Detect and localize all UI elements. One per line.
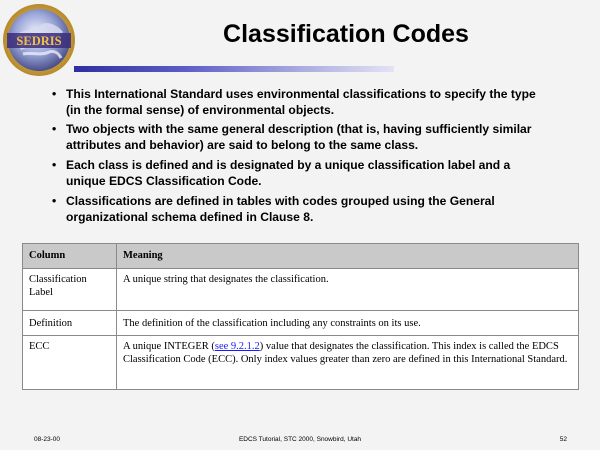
bullet-list [52,86,552,228]
footer-page-number: 52 [559,436,567,443]
bullet-item: • Two objects with the same general description (that is, having sufficiently similar attributes and behavior) are said to belong to the same class. [52,121,552,153]
section-link[interactable]: see 9.2.1.2 [214,341,260,352]
title-underline-bar [74,66,394,72]
classification-table [22,243,579,390]
table-row [23,311,579,336]
column-header: Column [23,244,117,269]
bullet-item: • This International Standard uses environmental classifications to specify the type (in the formal sense) of environmental objects. [52,86,552,118]
cell-column: ECC [23,336,117,390]
table-row [23,269,579,311]
cell-column: Definition [23,311,117,336]
bullet-item: • Classifications are defined in tables with codes grouped using the General organizational schema defined in Clause 8. [52,193,552,225]
logo-text: SEDRIS [16,34,62,48]
globe-icon [1,2,77,78]
cell-meaning: A unique string that designates the classification. [117,269,579,311]
bullet-item: • Each class is defined and is designated by a unique classification label and a unique EDCS Classification Code. [52,157,552,189]
cell-column: Classification Label [23,269,117,311]
footer-center-text: EDCS Tutorial, STC 2000, Snowbird, Utah [238,436,362,443]
sedris-logo [1,2,77,78]
table-header-row [23,244,579,269]
meaning-text-post: ) value that designates the classification. This index is called the EDCS Classification Code (ECC). Only index values greater than zero are defined in this International Standard. [123,341,568,365]
page-title: Classification Codes [223,20,469,48]
cell-meaning: The definition of the classification including any constraints on its use. [117,311,579,336]
meaning-header: Meaning [117,244,579,269]
table-row [23,336,579,390]
meaning-text-pre: A unique INTEGER ( [123,341,215,352]
cell-meaning [117,336,579,390]
footer-date: 08-23-00 [34,436,61,443]
